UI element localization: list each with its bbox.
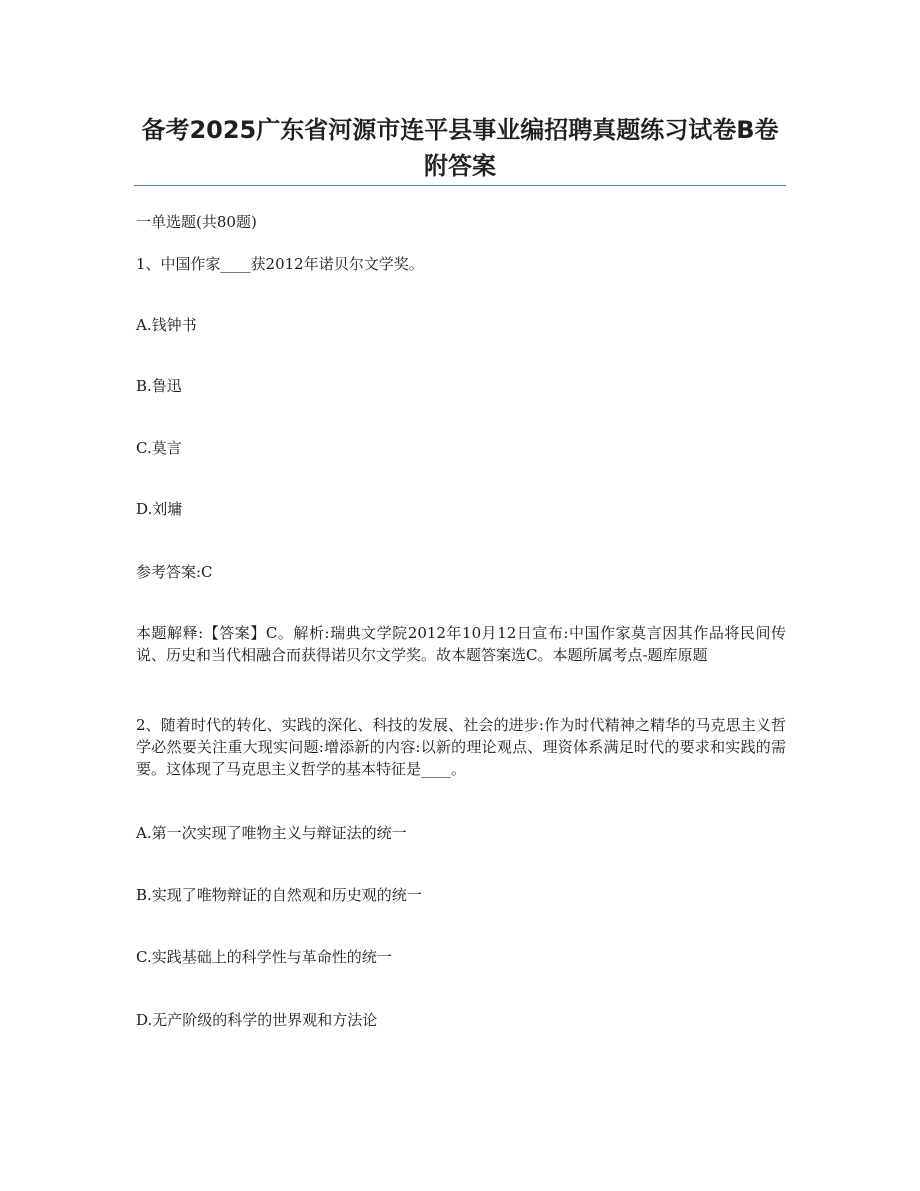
question-1-option-b: B.鲁迅 (136, 377, 182, 395)
document-title: 备考2025广东省河源市连平县事业编招聘真题练习试卷B卷附答案 (141, 116, 779, 180)
question-2-option-b: B.实现了唯物辩证的自然观和历史观的统一 (136, 886, 422, 904)
question-2-option-a: A.第一次实现了唯物主义与辩证法的统一 (136, 824, 407, 842)
question-1-option-d: D.刘墉 (136, 500, 183, 518)
title-underline (134, 185, 786, 186)
question-2-option-c: C.实践基础上的科学性与革命性的统一 (136, 948, 392, 966)
question-1-option-c: C.莫言 (136, 439, 182, 457)
question-1-explanation: 本题解释:【答案】C。解析:瑞典文学院2012年10月12日宣布:中国作家莫言因其作品将民间传说、历史和当代相融合而获得诺贝尔文学奖。故本题答案选C。本题所属考点-题库原题 (136, 624, 786, 664)
question-1-stem: 1、中国作家____获2012年诺贝尔文学奖。 (136, 255, 424, 273)
question-1-answer: 参考答案:C (136, 563, 213, 581)
question-2-stem: 2、随着时代的转化、实践的深化、科技的发展、社会的进步:作为时代精神之精华的马克思主义哲学必然要关注重大现实问题:增添新的内容:以新的理论观点、理资体系满足时代的要求和实践的需要。这体现了马克思主义哲学的基本特征是____。 (136, 716, 786, 778)
question-2-option-d: D.无产阶级的科学的世界观和方法论 (136, 1011, 378, 1029)
question-1-option-a: A.钱钟书 (136, 316, 197, 334)
section-heading: 一单选题(共80题) (136, 213, 257, 231)
